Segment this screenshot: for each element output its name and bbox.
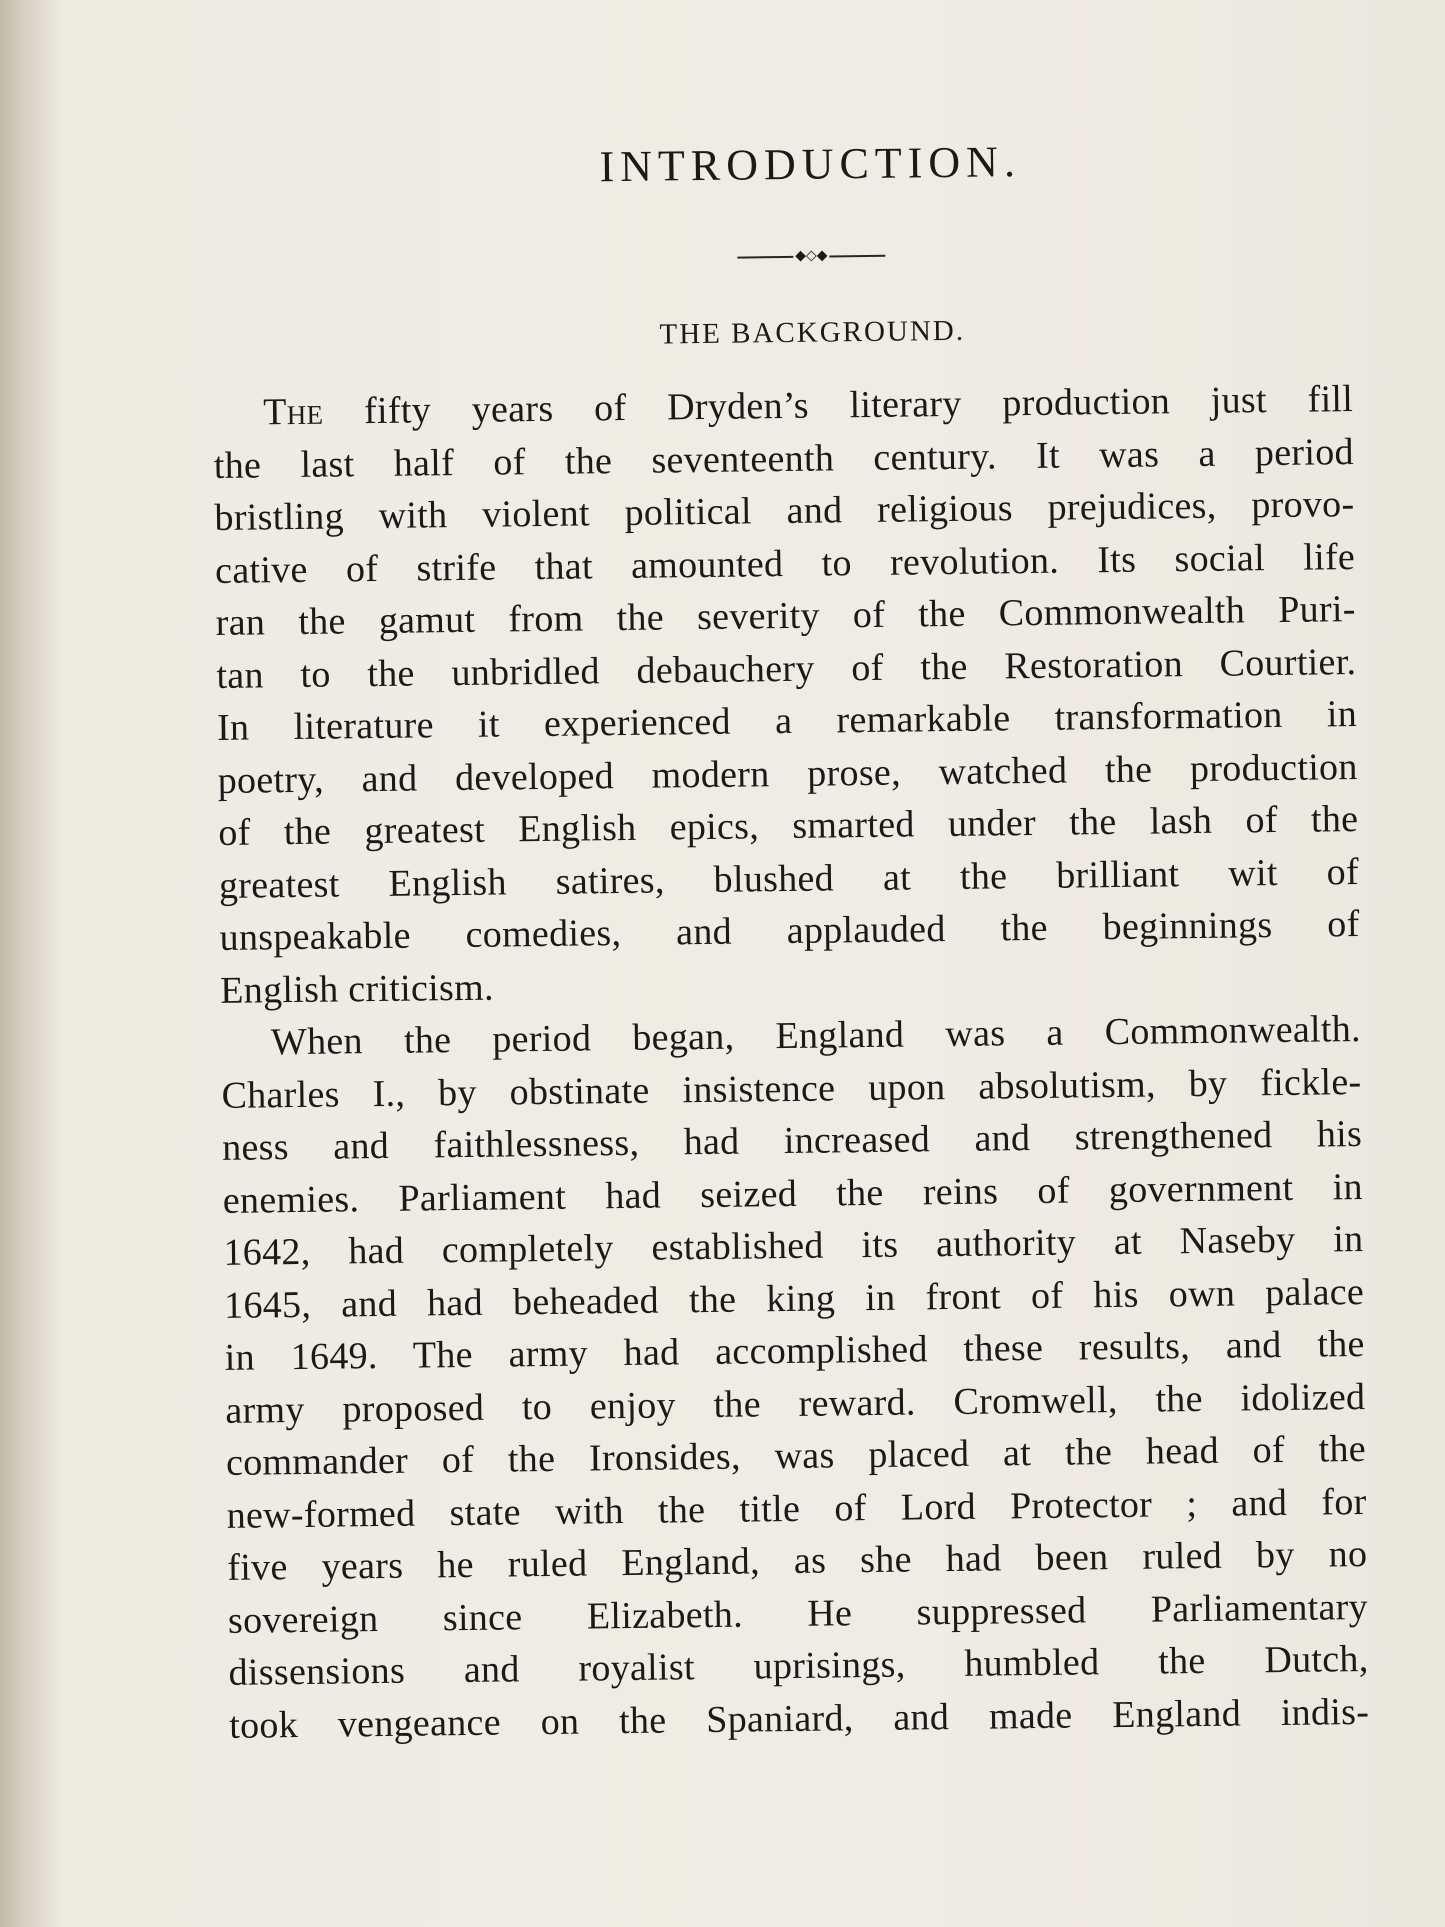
paragraph-line: English criticism. xyxy=(220,966,494,1012)
lead-word: The xyxy=(262,390,324,434)
paragraph-line: In literature it experienced a remarkable transformation in xyxy=(216,693,1358,749)
paragraph-line: The fifty years of Dryden’s literary production just fill xyxy=(262,378,1354,434)
paragraph-line: When the period began, England was a Commonwealth. xyxy=(270,1008,1362,1064)
paragraph-line: enemies. Parliament had seized the reins of government in xyxy=(222,1165,1364,1222)
paragraph-line: new-formed state with the title of Lord Protector ; and for xyxy=(226,1480,1367,1537)
paragraph-line: ran the gamut from the severity of the Commonwealth Puri- xyxy=(215,588,1356,644)
ornament-divider xyxy=(211,240,1351,274)
ornament-rule-right xyxy=(829,255,885,258)
page xyxy=(210,136,1369,1752)
paragraph-line: in 1649. The army had accomplished these results, and the xyxy=(224,1322,1365,1379)
paragraph-line: of the greatest English epics, smarted under the lash of the xyxy=(218,798,1359,854)
paragraph-line: 1642, had completely established its authority at Naseby in xyxy=(223,1217,1364,1274)
paragraph-line: tan to the unbridled debauchery of the Restoration Courtier. xyxy=(216,640,1357,697)
paragraph-line: ness and faithlessness, had increased and strengthened his xyxy=(221,1112,1363,1169)
paragraph-line: sovereign since Elizabeth. He suppressed Parliamentary xyxy=(227,1585,1369,1642)
paragraph-line: greatest English satires, blushed at the brilliant wit of xyxy=(218,850,1360,907)
ornament-icon: ◆◇◆ xyxy=(795,248,828,264)
paragraph-line: took vengeance on the Spaniard, and made England indis- xyxy=(228,1690,1370,1747)
paragraph-line: 1645, and had beheaded the king in front of his own palace xyxy=(223,1270,1365,1327)
paragraph-2 xyxy=(221,1003,1370,1752)
paragraph-line: the last half of the seventeenth century. It was a period xyxy=(213,430,1355,487)
chapter-title: INTRODUCTION. xyxy=(599,137,1022,192)
paragraph-line: poetry, and developed modern prose, watched the production xyxy=(217,745,1358,802)
paragraph-line: dissensions and royalist uprisings, humbled the Dutch, xyxy=(228,1637,1369,1694)
paragraph-line: commander of the Ironsides, was placed at the head of the xyxy=(225,1427,1367,1484)
paragraph-line: cative of strife that amounted to revolution. Its social life xyxy=(214,535,1356,592)
gutter-shadow xyxy=(0,0,60,1927)
paragraph-line: army proposed to enjoy the reward. Cromwell, the idolized xyxy=(225,1375,1366,1432)
paragraph-1 xyxy=(213,373,1361,1017)
section-title: THE BACKGROUND. xyxy=(659,314,966,351)
paragraph-line: unspeakable comedies, and applauded the beginnings of xyxy=(219,903,1360,959)
paragraph-line: Charles I., by obstinate insistence upon absolutism, by fickle- xyxy=(221,1060,1362,1117)
ornament-rule-left xyxy=(737,256,793,259)
paragraph-line: bristling with violent political and religious prejudices, provo- xyxy=(214,483,1355,539)
paragraph-line: five years he ruled England, as she had been ruled by no xyxy=(227,1532,1368,1589)
